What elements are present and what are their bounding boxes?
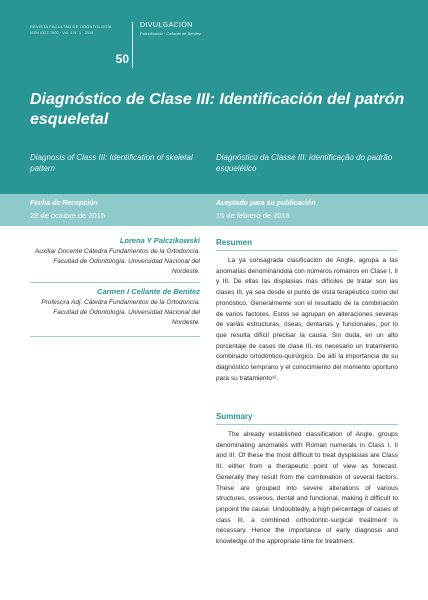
author-affiliation: Auxiliar Docente Cátedra Fundamentos de la Ortodoncia. Facultad de Odontología. Universidad Nacional del Nordeste. — [34, 248, 200, 275]
author-divider — [30, 282, 200, 283]
author-name: Carmen I Cellante de Benitez — [97, 287, 200, 296]
resumen-text: La ya consagrada clasificación de Angle, agrupa a las anomalías denominándola con números romanos en Clase I, II y III. De ellas las displasias más difíciles de tratar son las clases III, ya sea desde el punto de vista terapéutico como del pronóstico. Generalmente son el resultado de la combinación de varios factores. Estos se agrupan en alteraciones severas de varias estructuras, óseas, dentarias y funcionales, por lo que resulta difícil precisar la causa. Sin duda, en un alto porcentaje de casos de clase III, es necesario un tratamiento combinado ortodóntico-quirúrgico. De allí la importancia de su diagnóstico temprano y el conocimiento del momento oportuno para su tratamiento¹². — [216, 257, 398, 382]
received-date: 28 de octubre de 2015 — [30, 211, 106, 220]
resumen-heading: Resumen — [216, 238, 253, 247]
author-divider — [30, 336, 200, 337]
resumen-rule — [216, 250, 398, 251]
running-authors: Palczikowski · Cellante de Benitez — [140, 31, 201, 36]
journal-name: REVISTA FACULTAD DE ODONTOLOGÍA — [30, 24, 112, 29]
article-title-portuguese: Diagnóstico da Classe III: Identificação do padrão esquelético — [216, 153, 393, 173]
received-label: Fecha de Recepción — [30, 200, 98, 207]
journal-meta: ISSN 0327-7000 · Vol. 4 N° 1 · 2016 — [30, 31, 94, 35]
section-label: DIVULGACIÓN — [140, 22, 193, 29]
dates-band — [0, 194, 428, 226]
accepted-label: Aceptado para su publicación — [216, 200, 316, 207]
accepted-date: 15 de febrero de 2016 — [216, 211, 290, 220]
author-name: Lorena Y Palczikowski — [119, 236, 200, 245]
author-affiliation: Profesora Adj. Cátedra Fundamentos de la Ortodoncia. Facultad de Odontología. Universidad Nacional del Nordeste. — [41, 299, 200, 326]
summary-heading: Summary — [216, 412, 253, 421]
summary-text: The already established classification of Angle, groups denominating anomalies with Roman numerals in Class I, II and III. Of these the most difficult to treat dysplasias are Class III, either from a therapeutic point of view as forecast. Generally they result from the combination of several factors. These are grouped into severe alterations of various structures, osseous, dental and functional, making it difficult to pinpoint the cause. Undoubtedly, a high percentage of cases of class III, a combined orthodontic-surgical treatment is necessary. Hence the importance of early diagnosis and knowledge of the appropriate time for treatment. — [216, 431, 398, 546]
header-divider — [132, 22, 133, 68]
author-block — [30, 287, 200, 328]
issue-number: 50 — [115, 52, 129, 66]
author-block — [30, 236, 200, 277]
summary-rule — [216, 424, 398, 425]
journal-info — [30, 24, 112, 36]
article-title: Diagnóstico de Clase III: Identificación del patrón esqueletal — [30, 91, 405, 128]
header-band — [0, 0, 428, 194]
article-title-english: Diagnosis of Class III: Identification of skeletal pattern — [30, 153, 193, 173]
